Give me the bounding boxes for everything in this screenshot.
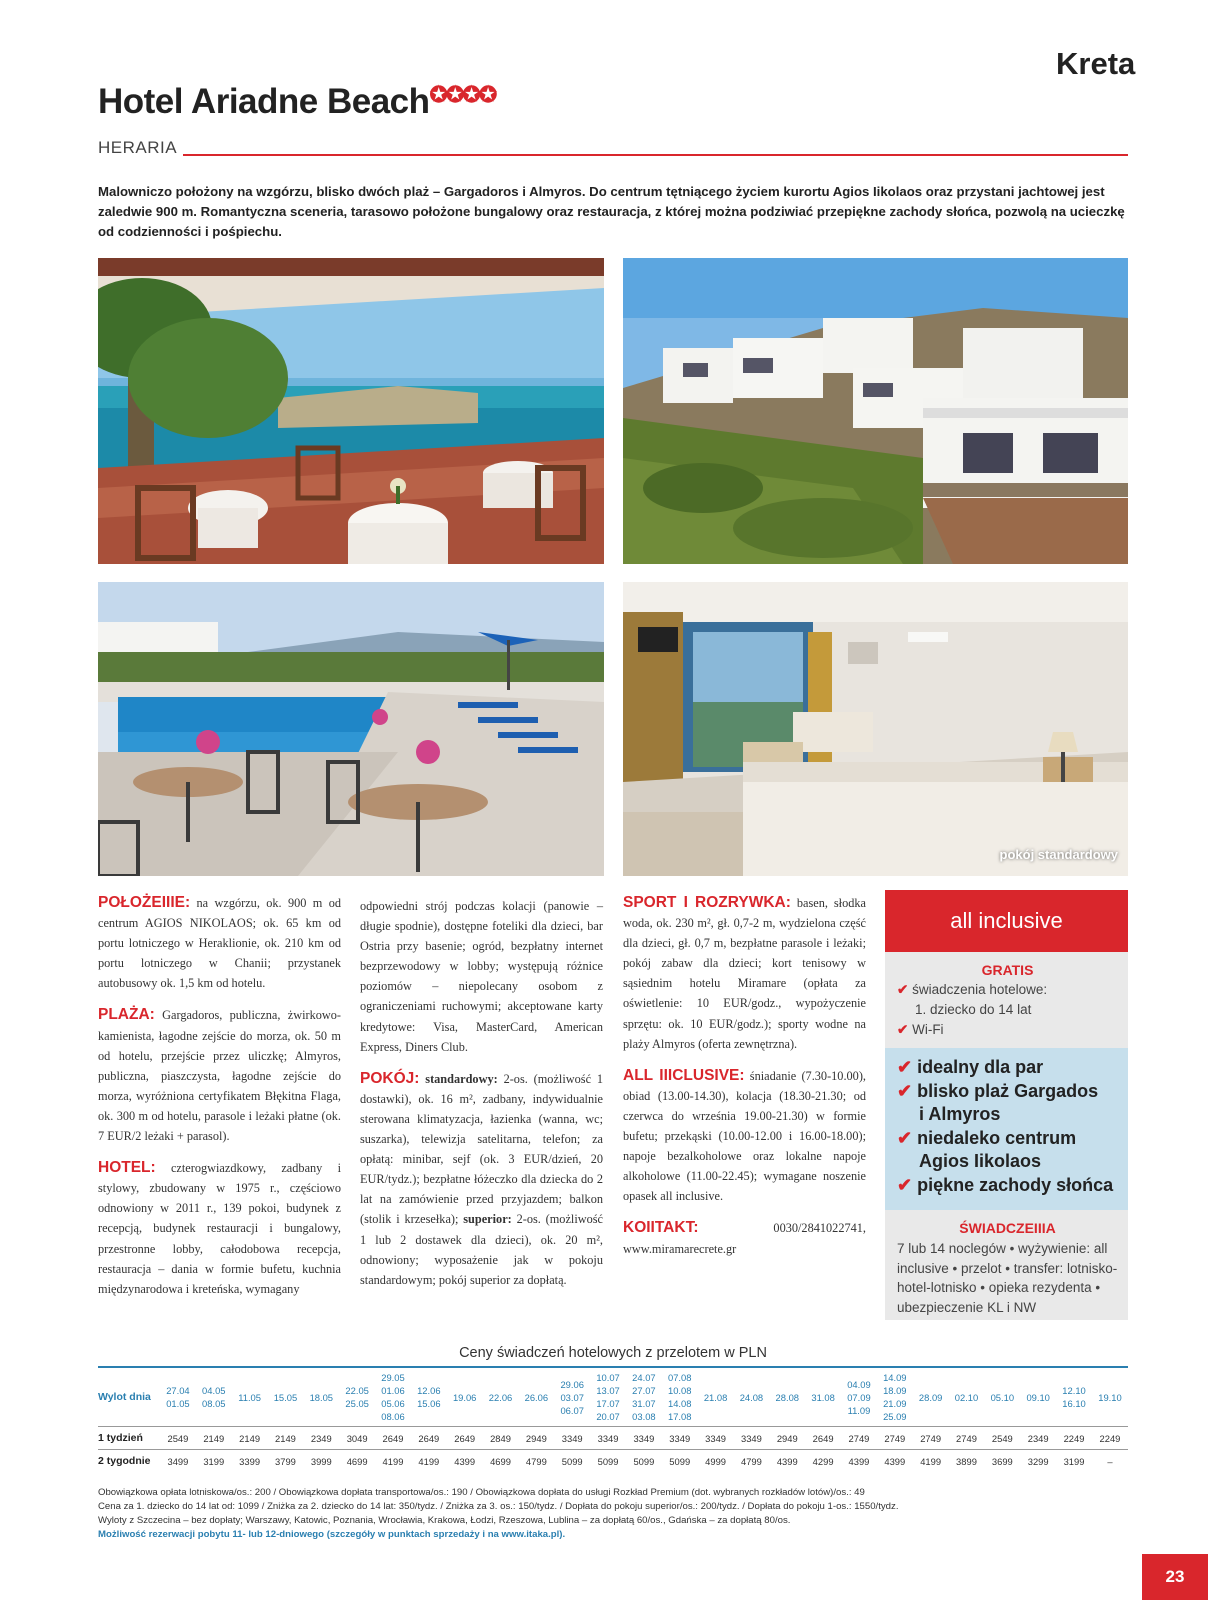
highlight-text: idealny dla par: [917, 1057, 1044, 1077]
departure-date-cell: 12.10 16.10: [1056, 1367, 1092, 1427]
departure-date-cell: 09.10: [1020, 1367, 1056, 1427]
departure-date-cell: 24.07 27.07 31.07 03.08: [626, 1367, 662, 1427]
beach-text: Gargadoros, publiczna, żwirkowo-kamienista, łagodne zejście do morza, ok. 50 m od hotelu, przejście przez uliczkę; Almyros, publiczna, piaszczysta, łagodne zejście do morza, wyróżniona certyfikatem Błękitna Flaga, ok. 300 m od hotelu, parasole i leżaki płatne (ok. 7 EUR/2 leżaki + parasol).: [98, 1008, 342, 1144]
header-divider: [183, 154, 1128, 156]
hotel-text-continued: odpowiedni strój podczas kolacji (panowie – długie spodnie), dostępne foteliki dla dzieci, bar Ostria przy basenie; ogród, bezpłatny internet bezprzewodowy w lobby; występują różnice poziomów – niepolecany osobom z ograniczeniami ruchowymi; akceptowane karty kredytowe: Visa, MasterCard, American Express, Diners Club.: [360, 899, 603, 1054]
price-cell-2-weeks: 3499: [160, 1450, 196, 1473]
hotel-heading: HOTEL:: [98, 1159, 156, 1177]
room-superior-text: 2-os. (możliwość 1 lub 2 dostawek dla dzieci), ok. 20 m², odnowiony; wyposażenie jak w pokoju standardowym; pokój superior za dopłatą.: [360, 1212, 604, 1287]
price-cell-1-week: 2649: [411, 1427, 447, 1450]
highlights-panel: [885, 1048, 1128, 1210]
price-cell-2-weeks: 5099: [554, 1450, 590, 1473]
contact-text: 0030/2841022741, www.miramarecrete.gr: [623, 1221, 866, 1256]
photo-restaurant-terrace: [98, 258, 604, 564]
included-services-title: ŚWIADCZEIIIA: [959, 1220, 1056, 1236]
gratis-item: [897, 980, 1118, 1000]
one-week-label: 1 tydzień: [98, 1427, 160, 1450]
price-cell-1-week: 2949: [769, 1427, 805, 1450]
departure-date-cell: 15.05: [268, 1367, 304, 1427]
departure-date-cell: 31.08: [805, 1367, 841, 1427]
highlight-item: [897, 1127, 1120, 1151]
star-rating-icon: ✪✪✪✪: [429, 82, 496, 107]
price-cell-2-weeks: 4199: [913, 1450, 949, 1473]
highlight-text-continued: Agios Iikolaos: [919, 1151, 1042, 1171]
departure-date-cell: 19.10: [1092, 1367, 1128, 1427]
price-cell-2-weeks: 3299: [1020, 1450, 1056, 1473]
checkmark-icon: ✔: [897, 1174, 913, 1195]
price-cell-2-weeks: 3399: [232, 1450, 268, 1473]
note-fees: Obowiązkowa opłata lotniskowa/os.: 200 / Obowiązkowa dopłata transportowa/os.: 190 / Obowiązkowa dopłata do usługi Rozkład Premium (dot. wybranych rozkładów lotów)/os.: 49: [98, 1487, 865, 1498]
price-row-2-weeks: [98, 1450, 1128, 1473]
price-cell-2-weeks: 4399: [877, 1450, 913, 1473]
checkmark-icon: ✔: [897, 1080, 913, 1101]
beach-heading: PLAŻA:: [98, 1006, 155, 1024]
section-all-inclusive: [623, 1066, 866, 1207]
section-sport: [623, 893, 866, 1054]
photo-bungalows: [623, 258, 1128, 564]
price-cell-1-week: 2149: [196, 1427, 232, 1450]
price-cell-1-week: 2249: [1056, 1427, 1092, 1450]
section-hotel: [98, 1158, 341, 1299]
price-cell-1-week: 2349: [303, 1427, 339, 1450]
price-cell-1-week: 2149: [232, 1427, 268, 1450]
section-room: [360, 1069, 603, 1290]
departure-date-cell: 19.06: [447, 1367, 483, 1427]
checkmark-icon: ✔: [897, 1022, 909, 1037]
price-table: [98, 1366, 1128, 1472]
departure-date-cell: 29.06 03.07 06.07: [554, 1367, 590, 1427]
price-table-title: Ceny świadczeń hotelowych z przelotem w PLN: [459, 1345, 767, 1361]
departure-date-cell: 22.06: [483, 1367, 519, 1427]
hotel-name-text: Hotel Ariadne Beach: [98, 82, 430, 121]
price-cell-1-week: 3049: [339, 1427, 375, 1450]
highlight-item: [897, 1080, 1120, 1104]
gratis-item-text: świadczenia hotelowe:: [912, 982, 1048, 997]
price-cell-2-weeks: 3699: [984, 1450, 1020, 1473]
gratis-item-text: Wi-Fi: [912, 1022, 944, 1037]
price-cell-2-weeks: 3999: [303, 1450, 339, 1473]
price-cell-1-week: 3349: [554, 1427, 590, 1450]
departure-date-cell: 24.08: [734, 1367, 770, 1427]
description-column-2: [360, 896, 603, 1302]
price-cell-1-week: 2749: [949, 1427, 985, 1450]
price-cell-1-week: 3349: [734, 1427, 770, 1450]
price-cell-2-weeks: 4799: [734, 1450, 770, 1473]
price-cell-2-weeks: 4199: [375, 1450, 411, 1473]
price-cell-2-weeks: –: [1092, 1450, 1128, 1473]
departure-date-cell: 07.08 10.08 14.08 17.08: [662, 1367, 698, 1427]
all-inclusive-heading: ALL IIICLUSIVE:: [623, 1066, 745, 1084]
price-cell-2-weeks: 4399: [769, 1450, 805, 1473]
price-cell-2-weeks: 4999: [698, 1450, 734, 1473]
departure-date-cell: 18.05: [303, 1367, 339, 1427]
highlight-text: blisko plaż Gargados: [917, 1080, 1099, 1101]
description-column-3: [623, 893, 866, 1271]
departure-date-cell: 28.08: [769, 1367, 805, 1427]
checkmark-icon: ✔: [897, 982, 909, 997]
gratis-panel: [885, 952, 1128, 1048]
price-cell-1-week: 2949: [518, 1427, 554, 1450]
departure-date-cell: 04.05 08.05: [196, 1367, 232, 1427]
price-cell-1-week: 2349: [1020, 1427, 1056, 1450]
price-cell-2-weeks: 4399: [841, 1450, 877, 1473]
price-cell-2-weeks: 3899: [949, 1450, 985, 1473]
price-cell-2-weeks: 4199: [411, 1450, 447, 1473]
departure-date-cell: 26.06: [518, 1367, 554, 1427]
price-cell-1-week: 3349: [698, 1427, 734, 1450]
highlight-text: niedaleko centrum: [917, 1127, 1077, 1148]
price-cell-1-week: 2649: [805, 1427, 841, 1450]
price-cell-1-week: 2849: [483, 1427, 519, 1450]
price-cell-2-weeks: 4699: [483, 1450, 519, 1473]
photo-pool-terrace: [98, 582, 604, 876]
sport-heading: SPORT I ROZRYWKA:: [623, 894, 791, 911]
all-inclusive-text: śniadanie (7.30-10.00), obiad (13.00-14.30), kolacja (18.30-21.30; od czerwca do września 19.00-21.30) w formie bufetu; przekąski (10.00-12.00 i 16.00-18.00); napoje bezalkoholowe oraz lokalne napoje alkoholowe (11.00-22.45); wymagane noszenie opasek all inclusive.: [623, 1068, 867, 1204]
hotel-text: czterogwiazdkowy, zadbany i stylowy, zbudowany w 1975 r., częściowo odnowiony w 2011 r., 139 pokoi, budynek z recepcją, budynek restauracji i bungalowy, przestronne lobby, całodobowa recepcja, restauracja – dania w formie bufetu, kuchnia międzynarodowa i kreteńska, wymagany: [98, 1161, 341, 1296]
highlight-item: [897, 1056, 1120, 1080]
price-cell-1-week: 2549: [160, 1427, 196, 1450]
price-cell-1-week: 3349: [662, 1427, 698, 1450]
price-cell-2-weeks: 3799: [268, 1450, 304, 1473]
gratis-item: [897, 1020, 1118, 1040]
note-discounts: Cena za 1. dziecko do 14 lat od: 1099 / Zniżka za 2. dziecko do 14 lat: 350/tydz. / Zniżka za 3. os.: 150/tydz. / Dopłata do pokoju superior/os.: 200/tydz. / Dopłata do pokoju 1-os.: 1550/tydz.: [98, 1501, 899, 1512]
price-cell-1-week: 2249: [1092, 1427, 1128, 1450]
location-heading: POŁOŻEIIIE:: [98, 894, 191, 911]
location-text: na wzgórzu, ok. 900 m od centrum AGIOS NIKOLAOS; ok. 65 km od portu lotniczego w Heraklionie, ok. 210 km od portu lotniczego w Chanii; przystanek autobusowy ok. 1,5 km od hotelu.: [98, 896, 341, 991]
photo-caption: pokój standardowy: [999, 847, 1118, 862]
departure-date-cell: 02.10: [949, 1367, 985, 1427]
price-cell-1-week: 3349: [590, 1427, 626, 1450]
hotel-location: HERARIA: [98, 138, 178, 157]
departure-date-cell: 11.05: [232, 1367, 268, 1427]
checkmark-icon: ✔: [897, 1057, 913, 1077]
two-weeks-label: 2 tygodnie: [98, 1450, 160, 1473]
all-inclusive-box-title: all inclusive: [885, 890, 1128, 952]
price-cell-2-weeks: 5099: [590, 1450, 626, 1473]
region-title: Kreta: [1056, 46, 1136, 81]
highlight-text-continued: i Almyros: [919, 1104, 1001, 1124]
price-cell-2-weeks: 4399: [447, 1450, 483, 1473]
gratis-item-detail: 1. dziecko do 14 lat: [915, 1002, 1032, 1017]
departure-date-cell: 14.09 18.09 21.09 25.09: [877, 1367, 913, 1427]
page-number: 23: [1142, 1554, 1208, 1600]
departure-date-cell: 29.05 01.06 05.06 08.06: [375, 1367, 411, 1427]
departure-date-cell: 12.06 15.06: [411, 1367, 447, 1427]
price-cell-1-week: 2549: [984, 1427, 1020, 1450]
highlight-item: [897, 1174, 1120, 1198]
price-cell-2-weeks: 4799: [518, 1450, 554, 1473]
gratis-title: GRATIS: [981, 962, 1034, 978]
price-cell-2-weeks: 3199: [1056, 1450, 1092, 1473]
intro-paragraph: Malowniczo położony na wzgórzu, blisko dwóch plaż – Gargadoros i Almyros. Do centrum tętniącego życiem kurortu Agios Iikolaos oraz przystani jachtowej jest zaledwie 900 m. Romantyczna sceneria, tarasowo położone bungalowy oraz restauracja, z której można podziwiać przepiękne zachody słońca, pozwolą na ucieczkę od codzienności i pośpiechu.: [98, 184, 1125, 239]
price-cell-2-weeks: 5099: [662, 1450, 698, 1473]
price-cell-1-week: 2749: [913, 1427, 949, 1450]
hotel-name: [98, 82, 495, 122]
checkmark-icon: ✔: [897, 1127, 913, 1148]
contact-heading: KOIITAKT:: [623, 1219, 699, 1237]
departure-date-cell: 27.04 01.05: [160, 1367, 196, 1427]
room-standard-text: 2-os. (możliwość 1 dostawki), ok. 16 m², zadbany, indywidualnie sterowana klimatyzacja, łazienka (wanna, wc; suszarka), telewizja satelitarna, telefon; za opłatą: minibar, sejf (ok. 3 EUR/dzień, 20 EUR/tydz.); bezpłatne łóżeczko dla dziecka do 2 lat na zamówienie przed przyjazdem; balkon (stolik i krzesełka);: [360, 1071, 604, 1227]
price-cell-2-weeks: 3199: [196, 1450, 232, 1473]
departure-date-cell: 10.07 13.07 17.07 20.07: [590, 1367, 626, 1427]
price-cell-2-weeks: 4299: [805, 1450, 841, 1473]
price-notes: [98, 1486, 1128, 1542]
price-cell-1-week: 2649: [375, 1427, 411, 1450]
section-beach: [98, 1005, 341, 1146]
price-cell-2-weeks: 5099: [626, 1450, 662, 1473]
note-reservation-link[interactable]: Możliwość rezerwacji pobytu 11- lub 12-dniowego (szczegóły w punktach sprzedaży i na www.itaka.pl).: [98, 1529, 566, 1540]
departure-date-cell: 04.09 07.09 11.09: [841, 1367, 877, 1427]
price-cell-1-week: 3349: [626, 1427, 662, 1450]
departure-dates-row: [98, 1367, 1128, 1427]
price-cell-2-weeks: 4699: [339, 1450, 375, 1473]
photo-standard-room: [623, 582, 1128, 876]
section-hotel-continued: [360, 896, 603, 1057]
price-row-1-week: [98, 1427, 1128, 1450]
description-column-1: [98, 893, 341, 1311]
all-inclusive-box: [885, 890, 1128, 1320]
price-cell-1-week: 2649: [447, 1427, 483, 1450]
price-cell-1-week: 2749: [841, 1427, 877, 1450]
room-superior-label: superior:: [463, 1212, 512, 1227]
departure-date-cell: 28.09: [913, 1367, 949, 1427]
included-services-text: 7 lub 14 noclegów • wyżywienie: all inclusive • przelot • transfer: lotnisko-hotel-lotnisko • opieka rezydenta • ubezpieczenie KL i NW: [897, 1241, 1118, 1315]
departure-label: Wylot dnia: [98, 1367, 160, 1427]
departure-date-cell: 05.10: [984, 1367, 1020, 1427]
included-services-panel: [885, 1210, 1128, 1320]
price-cell-1-week: 2149: [268, 1427, 304, 1450]
departure-date-cell: 21.08: [698, 1367, 734, 1427]
section-location: [98, 893, 341, 993]
sport-text: basen, słodka woda, ok. 230 m², gł. 0,7-2 m, wydzielona część dla dzieci, gł. 0,7 m, bezpłatne parasole i leżaki; pokój zabaw dla dzieci; kort tenisowy w sąsiednim hotelu Miramare (opłata za oświetlenie: 10 EUR/godz., wypożyczenie sprzętu: ok. 10 EUR/godz.); sporty wodne na plaży Almyros (oferta zewnętrzna).: [623, 896, 866, 1051]
price-cell-1-week: 2749: [877, 1427, 913, 1450]
highlight-text: piękne zachody słońca: [917, 1174, 1114, 1195]
room-heading: POKÓJ:: [360, 1069, 420, 1087]
departure-date-cell: 22.05 25.05: [339, 1367, 375, 1427]
section-contact: [623, 1218, 866, 1258]
note-departures: Wyloty z Szczecina – bez dopłaty; Warszawy, Katowic, Poznania, Wrocławia, Krakowa, Łodzi, Rzeszowa, Lublina – za dopłatą 60/os., Gdańska – za dopłatą 80/os.: [98, 1515, 791, 1526]
room-standard-label: standardowy:: [425, 1071, 498, 1086]
